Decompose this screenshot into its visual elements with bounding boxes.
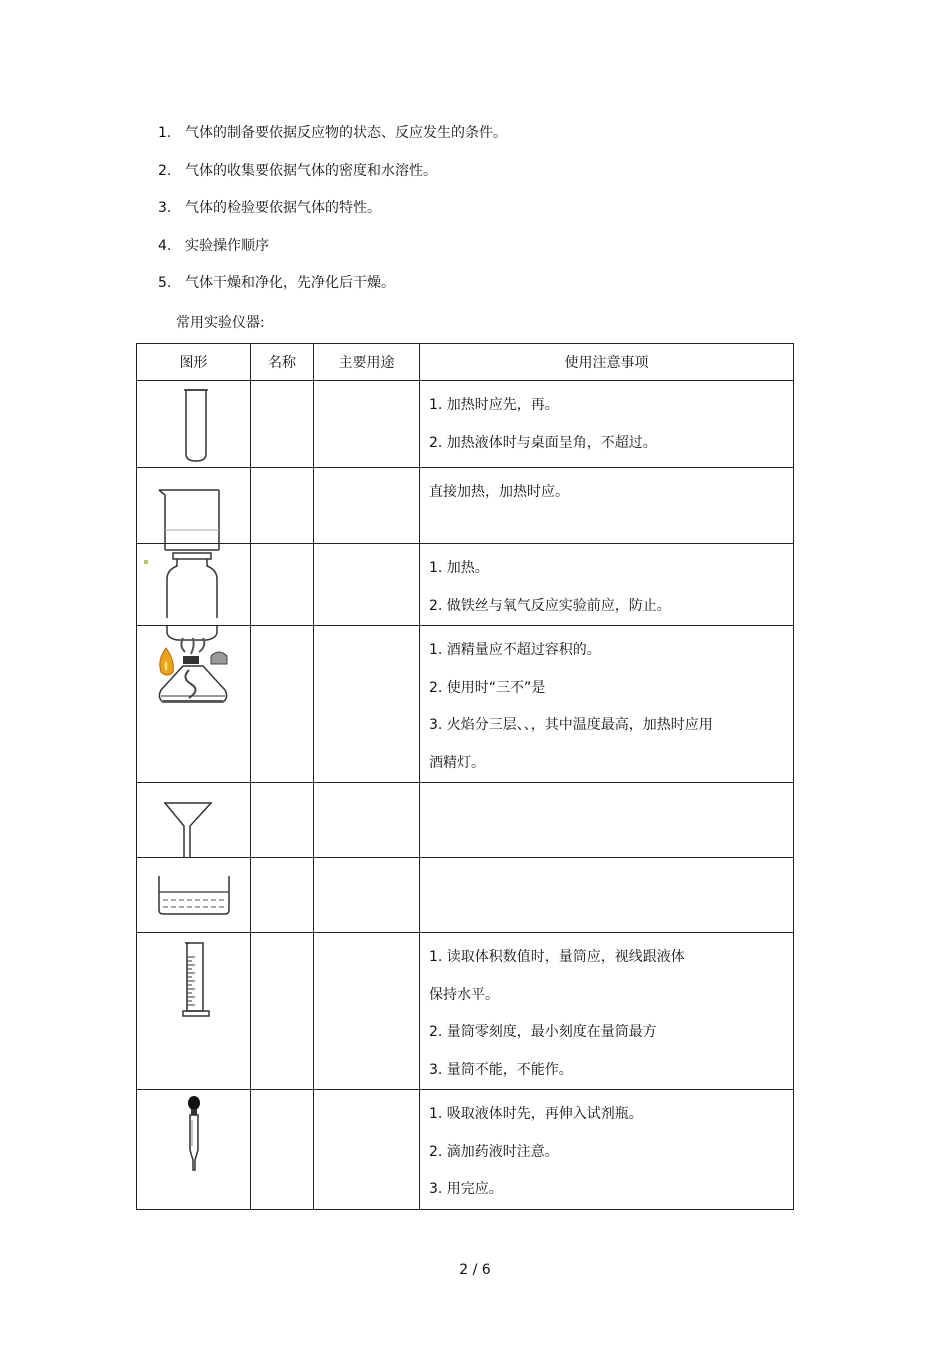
table-row (137, 933, 794, 1090)
note-line: 3. 量筒不能，不能作。 (429, 1061, 573, 1078)
intro-item (158, 197, 507, 235)
intro-item (158, 160, 507, 198)
intro-item-number: 5. (158, 275, 172, 291)
figure-cell (137, 858, 251, 933)
note-line: 1. 酒精量应不超过容积的。 (429, 642, 601, 658)
note-line: 1. 加热时应先，再。 (429, 397, 559, 413)
note-line: 保持水平。 (429, 986, 499, 1003)
usage-cell (314, 626, 420, 783)
name-cell (251, 626, 314, 783)
intro-item-number: 2. (158, 162, 172, 179)
intro-item-text: 气体的制备要依据反应物的状态、反应发生的条件。 (185, 125, 507, 141)
figure-cell (137, 626, 251, 783)
figure-cell (137, 933, 251, 1090)
usage-cell (314, 783, 420, 858)
table-row (137, 783, 794, 858)
funnel-icon (137, 783, 251, 857)
intro-item-text: 气体的检验要依据气体的特性。 (185, 200, 381, 216)
usage-cell (314, 381, 420, 468)
table-row (137, 858, 794, 933)
table-caption: 常用实验仪器: (176, 315, 265, 331)
instrument-table (136, 343, 794, 1210)
intro-item (158, 272, 507, 310)
name-cell (251, 1090, 314, 1210)
note-line: 3. 用完应。 (429, 1181, 503, 1197)
note-line: 1. 读取体积数值时，量筒应，视线跟液体 (429, 949, 685, 965)
note-line: 直接加热，加热时应。 (429, 484, 569, 500)
notes-cell (420, 626, 794, 783)
table-row (137, 1090, 794, 1210)
header-usage: 主要用途 (314, 344, 420, 381)
name-cell (251, 381, 314, 468)
header-notes: 使用注意事项 (420, 344, 794, 381)
intro-item-text: 气体的收集要依据气体的密度和水溶性。 (185, 162, 437, 179)
note-line: 2. 量筒零刻度，最小刻度在量筒最方 (429, 1024, 657, 1040)
usage-cell (314, 468, 420, 544)
table-row (137, 626, 794, 783)
table-row (137, 544, 794, 626)
intro-item-number: 3. (158, 200, 172, 216)
figure-cell (137, 381, 251, 468)
name-cell (251, 468, 314, 544)
notes-cell (420, 783, 794, 858)
name-cell (251, 858, 314, 933)
notes-cell (420, 1090, 794, 1210)
usage-cell (314, 1090, 420, 1210)
beaker-icon (137, 468, 251, 543)
notes-cell (420, 544, 794, 626)
intro-item-text: 气体干燥和净化，先净化后干燥。 (185, 275, 395, 291)
table-row (137, 381, 794, 468)
note-line: 酒精灯。 (429, 754, 485, 771)
note-line: 2. 滴加药液时注意。 (429, 1143, 559, 1160)
name-cell (251, 544, 314, 626)
figure-cell (137, 1090, 251, 1210)
dropper-icon (137, 1090, 251, 1201)
alcohol-lamp-icon (137, 626, 251, 775)
intro-item (158, 235, 507, 273)
notes-cell (420, 933, 794, 1090)
notes-cell (420, 468, 794, 544)
gas-bottle-icon (137, 544, 251, 618)
figure-cell (137, 544, 251, 626)
table-header-row (137, 344, 794, 381)
notes-cell (420, 381, 794, 468)
intro-item-number: 1. (158, 125, 172, 141)
graduated-cylinder-icon (137, 933, 251, 1082)
name-cell (251, 783, 314, 858)
table-row (137, 468, 794, 544)
name-cell (251, 933, 314, 1090)
test-tube-icon (137, 381, 251, 467)
figure-cell (137, 783, 251, 858)
header-name: 名称 (251, 344, 314, 381)
notes-cell (420, 858, 794, 933)
usage-cell (314, 933, 420, 1090)
note-line: 1. 吸取液体时先，再伸入试剂瓶。 (429, 1106, 643, 1122)
figure-cell (137, 468, 251, 544)
note-line: 1. 加热。 (429, 560, 489, 576)
page-number: 2 / 6 (459, 1262, 491, 1278)
note-line: 2. 加热液体时与桌面呈角，不超过。 (429, 434, 657, 451)
note-line: 2. 做铁丝与氧气反应实验前应，防止。 (429, 597, 671, 614)
intro-item-text: 实验操作顺序 (185, 237, 269, 254)
note-line: 2. 使用时“三不”是 (429, 679, 546, 696)
usage-cell (314, 544, 420, 626)
trough-icon (137, 858, 251, 932)
note-line: 3. 火焰分三层、、，其中温度最高，加热时应用 (429, 717, 713, 733)
intro-item-number: 4. (158, 237, 172, 254)
header-figure: 图形 (137, 344, 251, 381)
usage-cell (314, 858, 420, 933)
intro-list (158, 122, 507, 310)
intro-item (158, 122, 507, 160)
